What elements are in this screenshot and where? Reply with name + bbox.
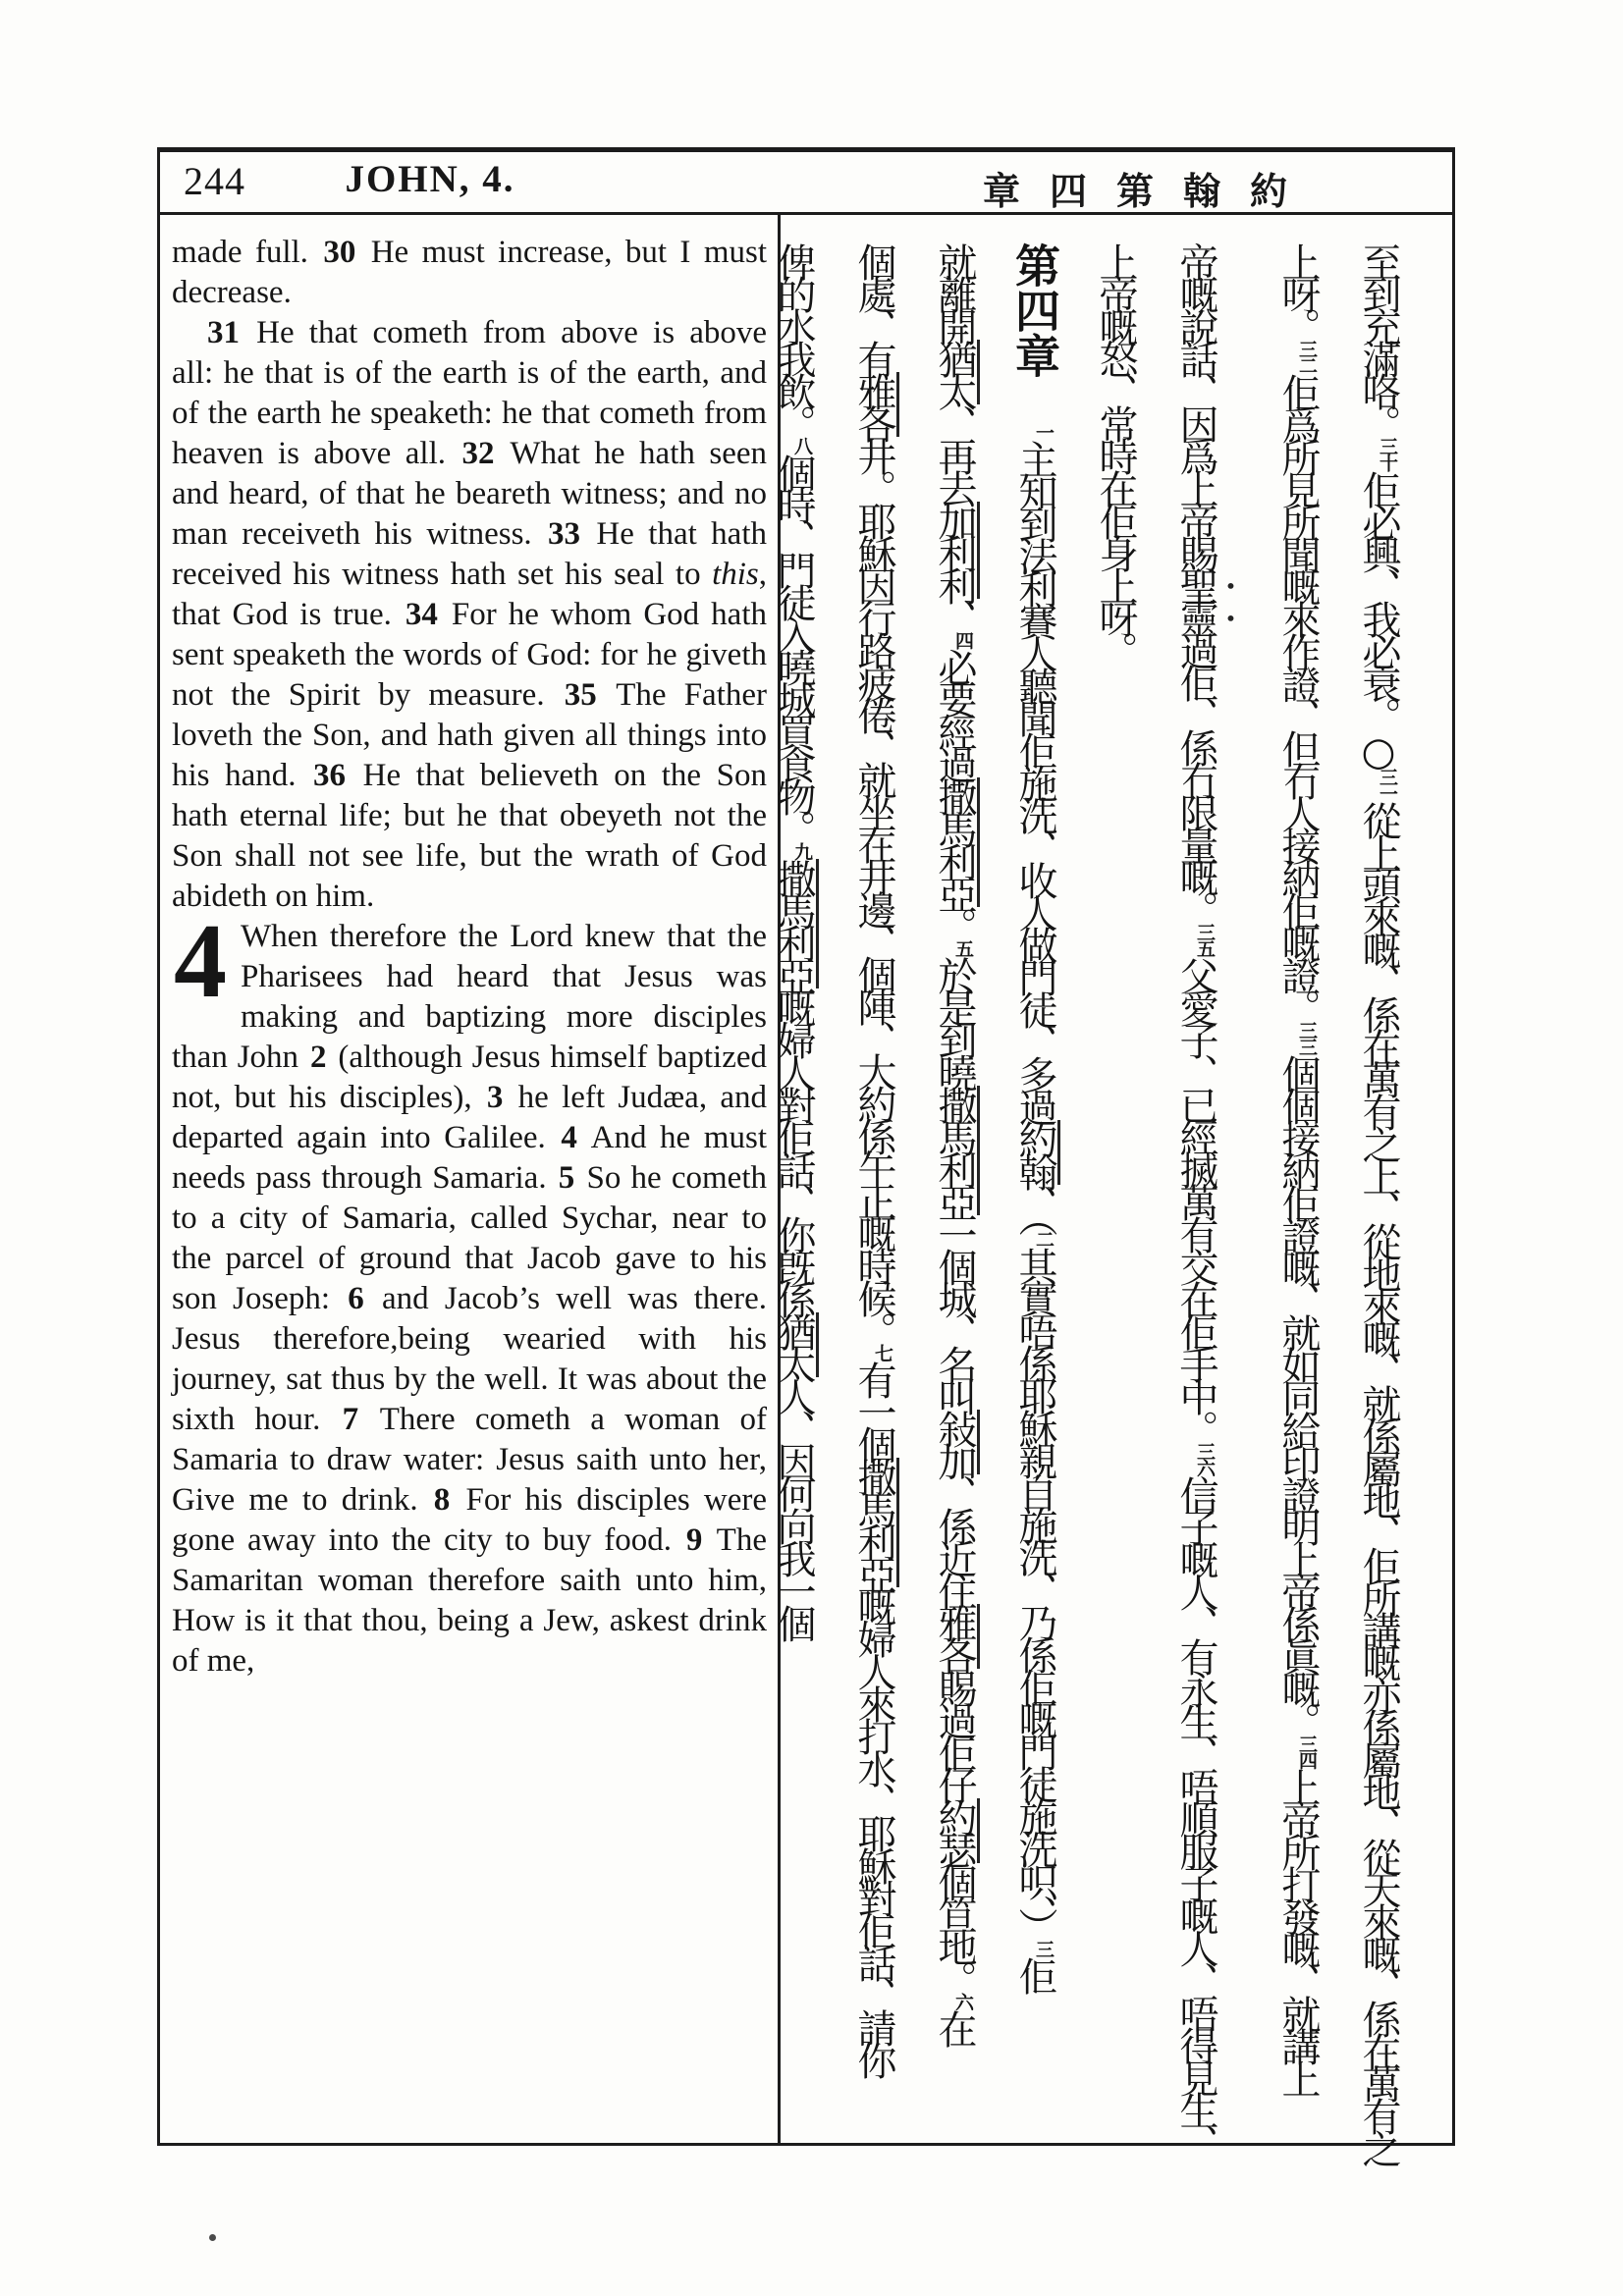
chinese-text: 有一個 [851,1361,896,1458]
chinese-text: 上帝嘅怒、常時在佢身上呀。 [1093,242,1138,664]
chinese-verse-number: 三三 [1296,1021,1318,1054]
chinese-text: 個笪地。 [932,1863,977,1993]
chinese-text: 人、因何向我一個 [771,1377,816,1636]
verse-text: he left Judæa, and departed again into Galilee. [172,1080,767,1155]
chinese-verse-number: 一 [1033,423,1055,440]
header-title-chinese: 章四第翰約 [983,170,1318,213]
verse-number: 34 [405,597,438,632]
chinese-chapter-title: 第四章 [1008,242,1061,378]
english-text-column [172,233,767,1682]
chinese-verse-number: 五 [952,939,974,956]
chinese-verse-number: 三五 [1194,923,1216,956]
chinese-text: 上帝所打發嘅、就講上 [1275,1768,1321,2092]
proper-noun: 撒馬利亞 [932,777,980,907]
chinese-text: 、再去 [932,404,977,502]
chinese-column [1171,242,1242,2156]
proper-noun: 敍加 [932,1410,980,1474]
italic-text: this [712,557,759,592]
chinese-column [1354,242,1403,2162]
verse-text: So he cometh to a city of Samaria, called Sychar, near to the parcel of ground that Jacob gave to his son Joseph: [172,1160,767,1316]
verse-number: 8 [433,1482,451,1518]
page-number: 244 [184,159,245,203]
chinese-text: 個處、有 [851,242,896,372]
page-frame [157,147,1455,2162]
verse-number: 4 [561,1120,577,1155]
paragraph [172,313,767,917]
chinese-text: 信子嘅人、有永生、唔順服子嘅人、唔得見生、 [1173,1475,1218,2156]
chinese-text: 賜過佢仔 [932,1669,977,1798]
emphasized-text: 聖靈 [1173,566,1218,631]
chapter-number-drop-cap: 4 [174,903,227,1020]
verse-text: The Samaritan woman therefore saith unto him, How is it that thou, being a Jew, askest drink of me, [172,1522,767,1679]
paragraph [172,233,767,313]
spacer [1034,378,1036,423]
chinese-verse-number: 二 [1033,1230,1055,1247]
chinese-text: 佢必興、我必衰。○ [1356,470,1401,768]
proper-noun: 撒馬利亞 [851,1458,899,1587]
proper-noun: 約瑟 [932,1798,980,1863]
verse-number: 7 [342,1402,359,1437]
chinese-text: 佢爲所見所聞嘅來作證、但冇人接納佢嘅證。 [1275,373,1321,1021]
chinese-text: 個時、門徒入曉城買食物。 [771,454,816,842]
proper-noun: 撒馬利亞 [771,859,819,988]
chinese-column [849,242,898,2122]
chinese-text: 、係近住 [932,1474,977,1604]
chinese-text: 帝嘅說話、因爲上帝賜 [1173,242,1218,566]
chinese-column [1010,242,1059,2122]
chinese-verse-number: 三十 [1377,437,1398,470]
chinese-verse-number: 三 [1033,1940,1055,1956]
proper-noun: 雅各 [851,372,899,437]
verse-text: For his disciples were gone away into the city to buy food. [172,1482,767,1558]
verse-text: He that hath received his witness hath set his seal to [172,516,767,592]
chinese-text: 從上頭來嘅、係在萬有之上、從地來嘅、就係屬地、佢所講嘅亦係屬地、從天來嘅、係在萬有之 [1356,801,1401,2162]
chinese-column [1091,242,1140,2122]
chinese-verse-number: 三一 [1377,768,1398,801]
chinese-text: 嘅婦人對佢話、你旣係 [771,988,816,1312]
verse-text: What he hath seen and heard, of that he beareth witness; and no man receiveth his witness. [172,436,768,552]
chinese-text: 一個城、名叫 [932,1215,977,1410]
chinese-text: 主知到法利賽人聽聞佢施洗、收人做門徒、多過 [1012,440,1057,1120]
verse-number: 31 [207,315,240,350]
chinese-text: 於是到曉 [932,956,977,1086]
chinese-verse-number: 三二 [1296,340,1318,373]
chinese-text: 。 [932,907,977,939]
verse-number: 35 [564,677,597,713]
ink-speck [209,2234,216,2241]
chinese-column [930,242,979,2122]
chinese-verse-number: 七 [872,1344,893,1361]
chinese-text: 在 [932,2009,977,2042]
verse-text: When therefore the Lord knew that the Pharisees had heard that Jesus was making and baptizing more disciples than John [172,919,767,1075]
chinese-text: 就離開 [932,242,977,340]
chinese-text: 、（ [1012,1185,1057,1230]
chinese-column [769,242,818,2122]
verse-number: 3 [486,1080,504,1115]
chinese-text-column [769,242,1403,2162]
chinese-text: 過佢、係冇限量嘅。 [1173,631,1218,923]
chinese-verse-number: 八 [791,437,813,454]
proper-noun: 猶太 [932,340,980,404]
proper-noun: 雅各 [932,1604,980,1669]
proper-noun: 約翰 [1012,1120,1060,1185]
verse-number: 5 [558,1160,575,1196]
chinese-text: 其實唔係耶穌親自施洗、乃係佢嘅門徒施洗呮、） [1012,1247,1057,1940]
page-header [160,152,1452,215]
chinese-verse-number: 四 [952,631,974,648]
proper-noun: 撒馬利亞 [932,1086,980,1215]
chinese-text: 必要經過 [932,648,977,777]
chinese-text: 上呀。 [1275,242,1321,340]
verse-text: He must increase, but I must decrease. [172,235,767,310]
verse-number: 33 [548,516,581,552]
verse-number: 30 [323,235,356,270]
verse-text: , that God is true. [172,557,767,632]
verse-number: 6 [348,1281,364,1316]
proper-noun: 猶太 [771,1312,819,1377]
chinese-text: 井。耶穌因行路疲倦、就坐在井邊、個陣、大約係午正嘅時候。 [851,437,896,1344]
verse-text: (although Jesus himself baptized not, but his disciples), [172,1040,767,1115]
chinese-text: 至到充滿咯。 [1356,242,1401,437]
verse-text: He that cometh from above is above all: he that is of the earth is of the earth, and of the earth he speaketh: he that cometh from heaven is above all. [172,315,767,471]
header-title-english: JOHN, 4. [345,158,515,200]
proper-noun: 加利利 [932,502,980,599]
verse-text: The Father loveth the Son, and hath given all things into his hand. [172,677,768,793]
paragraph [172,903,767,1682]
chinese-text: 個個接納佢證嘅、就如同給印證明上帝係眞嘅。 [1275,1054,1321,1735]
chinese-verse-number: 六 [952,1993,974,2009]
chinese-text: 佢 [1012,1956,1057,1989]
verse-text: And he must needs pass through Samaria. [172,1120,767,1196]
verse-text: He that believeth on the Son hath eternal life; but he that obeyeth not the Son shall not see life, but the wrath of God abideth on him. [172,758,767,914]
chinese-verse-number: 九 [791,842,813,859]
chinese-text: 嘅婦人來打水、耶穌對佢話、請你 [851,1587,896,2073]
chinese-verse-number: 三六 [1194,1442,1216,1475]
verse-number: 36 [313,758,347,793]
chinese-verse-number: 三四 [1296,1735,1318,1768]
verse-number: 2 [309,1040,327,1075]
verse-text: For he whom God hath sent speaketh the words of God: for he giveth not the Spirit by measure. [172,597,767,713]
verse-text: There cometh a woman of Samaria to draw water: Jesus saith unto her, Give me to drink. [172,1402,767,1518]
verse-number: 9 [685,1522,703,1558]
chinese-text: 父愛子、已經搣萬有交在佢手中。 [1173,956,1218,1442]
verse-text: made full. [172,235,322,270]
verse-text: and Jacob’s well was there. Jesus therefore,being wearied with his journey, sat thus by the well. It was about the sixth hour. [172,1281,767,1437]
verse-number: 32 [461,436,495,471]
chinese-text: 、 [932,599,977,631]
chinese-text: 俾的水我飲。 [771,242,816,437]
chinese-column [1273,242,1323,2122]
